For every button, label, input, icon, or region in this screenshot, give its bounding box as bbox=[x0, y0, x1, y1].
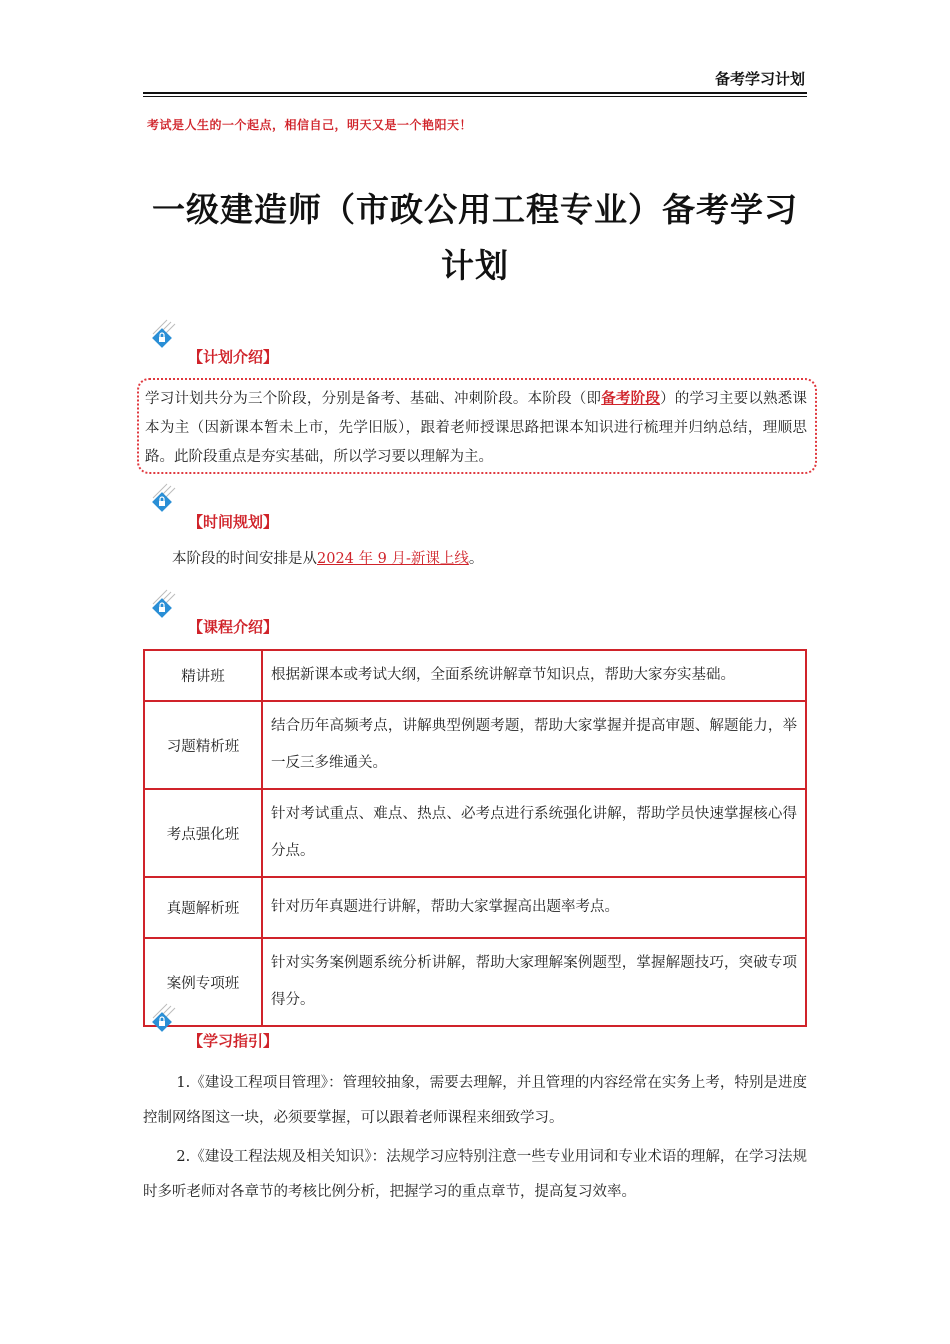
time-highlight: 2024 年 9 月-新课上线 bbox=[317, 551, 469, 567]
intro-text-before: 学习计划共分为三个阶段，分别是备考、基础、冲刺阶段。本阶段（即 bbox=[145, 391, 602, 407]
intro-highlight: 备考阶段 bbox=[601, 390, 661, 407]
courses-heading: 【课程介绍】 bbox=[188, 618, 279, 636]
course-desc: 针对考试重点、难点、热点、必考点进行系统强化讲解，帮助学员快速掌握核心得分点。 bbox=[262, 789, 806, 877]
table-row bbox=[144, 877, 806, 938]
course-desc: 针对实务案例题系统分析讲解，帮助大家理解案例题型，掌握解题技巧，突破专项得分。 bbox=[262, 938, 806, 1026]
course-name: 考点强化班 bbox=[144, 789, 262, 877]
intro-heading: 【计划介绍】 bbox=[188, 348, 279, 366]
header-rule-thin bbox=[143, 96, 807, 97]
intro-box bbox=[137, 378, 817, 474]
header-rule bbox=[143, 92, 807, 94]
table-row bbox=[144, 650, 806, 701]
courses-table bbox=[143, 649, 807, 1027]
header-title: 备考学习计划 bbox=[714, 70, 805, 88]
section-lock-icon bbox=[147, 482, 183, 518]
page-title: 一级建造师（市政公用工程专业）备考学习计划 bbox=[152, 190, 798, 285]
guide-item-1: 1.《建设工程项目管理》：管理较抽象，需要去理解，并且管理的内容经常在实务上考，特别是进度控制网络图这一块，必须要掌握，可以跟着老师课程来细致学习。 bbox=[143, 1075, 807, 1126]
time-heading: 【时间规划】 bbox=[188, 513, 279, 531]
intro-text-after: ）的学习主要以熟悉课本为主（因新课本暂未上市，先学旧版），跟着老师授课思路把课本知识进行梳理并归纳总结，理顺思路。此阶段重点是夯实基础，所以学习要以理解为主。 bbox=[145, 391, 808, 465]
guide-item-2: 2.《建设工程法规及相关知识》：法规学习应特别注意一些专业用词和专业术语的理解，在学习法规时多听老师对各章节的考核比例分析，把握学习的重点章节，提高复习效率。 bbox=[143, 1149, 807, 1200]
time-text-after: 。 bbox=[468, 551, 484, 567]
table-row bbox=[144, 701, 806, 789]
time-paragraph bbox=[143, 545, 807, 574]
course-name: 案例专项班 bbox=[144, 938, 262, 1026]
section-lock-icon bbox=[147, 318, 183, 354]
time-text-before: 本阶段的时间安排是从 bbox=[172, 551, 317, 567]
guide-heading: 【学习指引】 bbox=[188, 1032, 279, 1050]
table-row bbox=[144, 938, 806, 1026]
course-name: 习题精析班 bbox=[144, 701, 262, 789]
course-name: 真题解析班 bbox=[144, 877, 262, 938]
course-desc: 针对历年真题进行讲解，帮助大家掌握高出题率考点。 bbox=[262, 877, 806, 938]
section-lock-icon bbox=[147, 588, 183, 624]
course-desc: 根据新课本或考试大纲，全面系统讲解章节知识点，帮助大家夯实基础。 bbox=[262, 650, 806, 701]
section-lock-icon bbox=[147, 1002, 183, 1038]
course-name: 精讲班 bbox=[144, 650, 262, 701]
course-desc: 结合历年高频考点，讲解典型例题考题，帮助大家掌握并提高审题、解题能力，举一反三多维通关。 bbox=[262, 701, 806, 789]
motto: 考试是人生的一个起点，相信自己，明天又是一个艳阳天！ bbox=[147, 118, 473, 132]
table-row bbox=[144, 789, 806, 877]
